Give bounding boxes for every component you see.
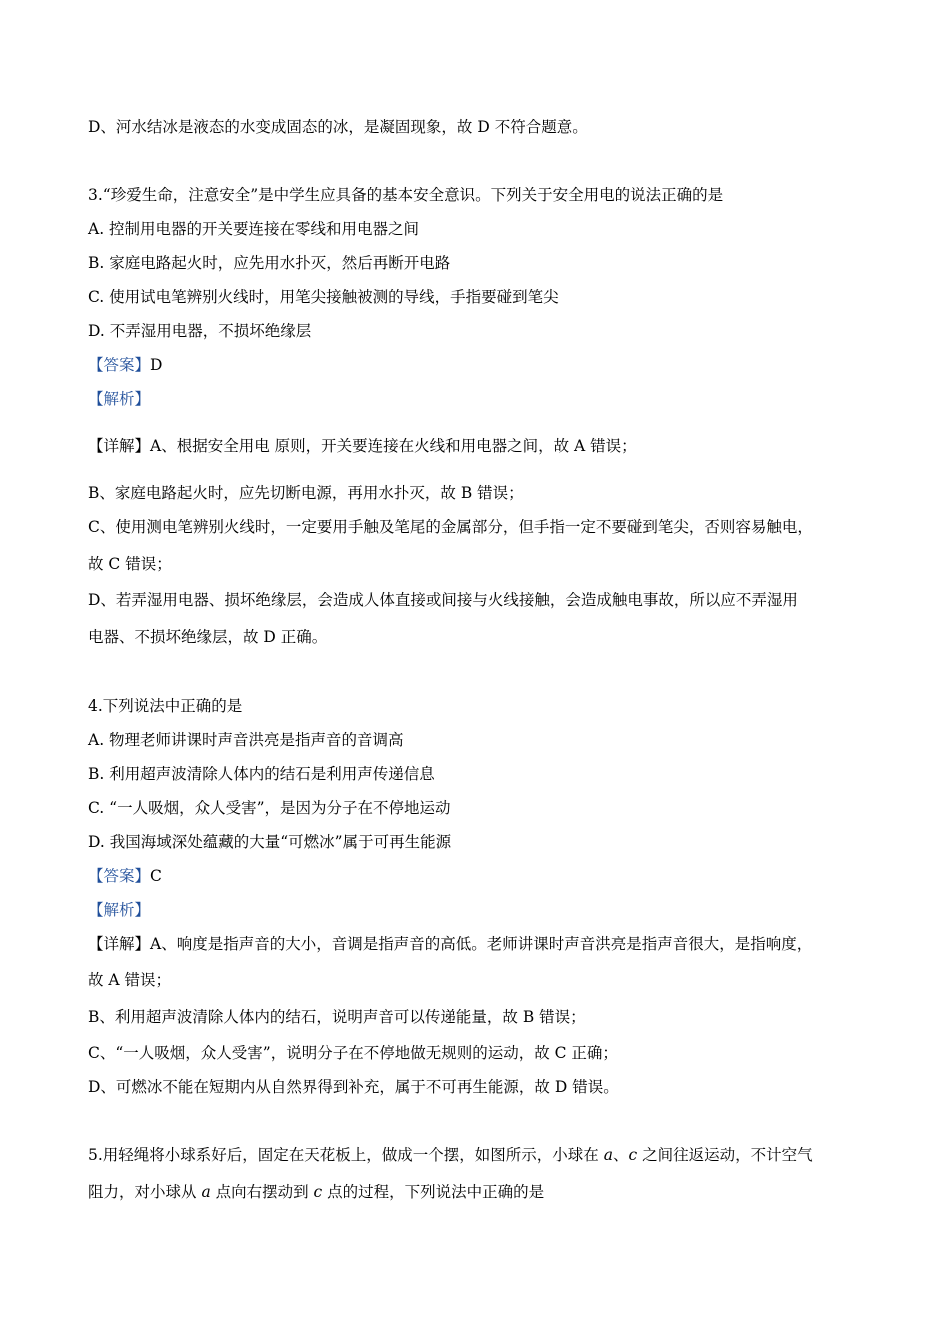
q3-analysis-tag: 【解析】 (88, 390, 151, 408)
q4-option-d: D. 我国海域深处蕴藏的大量“可燃冰”属于可再生能源 (88, 833, 452, 851)
q3-option-a: A. 控制用电器的开关要连接在零线和用电器之间 (88, 220, 420, 238)
answer-tag: 【答案】 (88, 867, 151, 885)
q4-detail-line: 故 A 错误； (88, 971, 172, 989)
q3-detail-line: 故 C 错误； (88, 555, 172, 573)
answer-tag: 【答案】 (88, 356, 151, 374)
q4-detail-line: C、“一人吸烟，众人受害”，说明分子在不停地做无规则的运动，故 C 正确； (88, 1044, 618, 1062)
answer-value: C (150, 867, 162, 885)
variable-c: c (628, 1146, 638, 1164)
q3-detail-line: D、若弄湿用电器、损坏绝缘层，会造成人体直接或间接与火线接触，会造成触电事故，所以应不弄湿用 (88, 591, 798, 609)
q5-text: 、 (612, 1146, 629, 1164)
q3-detail-line: C、使用测电笔辨别火线时，一定要用手触及笔尾的金属部分，但手指一定不要碰到笔尖，否则容易触电， (88, 518, 813, 536)
q4-option-c: C. “一人吸烟，众人受害”，是因为分子在不停地运动 (88, 799, 451, 817)
q2-option-d-explanation: D、河水结冰是液态的水变成固态的冰，是凝固现象，故 D 不符合题意。 (88, 118, 588, 136)
q3-option-c: C. 使用试电笔辨别火线时，用笔尖接触被测的导线，手指要碰到笔尖 (88, 288, 559, 306)
q5-text: 点向右摆动到 (210, 1183, 314, 1201)
q4-option-a: A. 物理老师讲课时声音洪亮是指声音的音调高 (88, 731, 404, 749)
q3-answer (88, 355, 162, 375)
q4-detail-line: B、利用超声波清除人体内的结石，说明声音可以传递能量，故 B 错误； (88, 1008, 586, 1026)
answer-value: D (150, 356, 163, 374)
variable-a: a (201, 1183, 211, 1201)
variable-c: c (313, 1183, 323, 1201)
q3-option-b: B. 家庭电路起火时，应先用水扑灭，然后再断开电路 (88, 254, 451, 272)
q5-stem-line-2 (88, 1182, 544, 1202)
q4-option-b: B. 利用超声波清除人体内的结石是利用声传递信息 (88, 765, 435, 783)
q4-detail-line: 【详解】A、响度是指声音的大小，音调是指声音的高低。老师讲课时声音洪亮是指声音很大，是指响度， (88, 935, 813, 953)
q3-detail-line: B、家庭电路起火时，应先切断电源，再用水扑灭，故 B 错误； (88, 484, 524, 502)
q5-text: 5.用轻绳将小球系好后，固定在天花板上，做成一个摆，如图所示，小球在 (88, 1146, 604, 1164)
q4-analysis-tag: 【解析】 (88, 901, 151, 919)
q3-detail-line: 【详解】A、根据安全用电 原则，开关要连接在火线和用电器之间，故 A 错误； (88, 437, 637, 455)
q4-answer (88, 866, 162, 886)
q5-text: 阻力，对小球从 (88, 1183, 202, 1201)
variable-a: a (603, 1146, 613, 1164)
q3-detail-line: 电器、不损坏绝缘层，故 D 正确。 (88, 628, 328, 646)
q4-stem: 4.下列说法中正确的是 (88, 697, 243, 715)
q3-stem: 3.“珍爱生命，注意安全”是中学生应具备的基本安全意识。下列关于安全用电的说法正确的是 (88, 186, 724, 204)
q4-detail-line: D、可燃冰不能在短期内从自然界得到补充，属于不可再生能源，故 D 错误。 (88, 1078, 619, 1096)
q3-option-d: D. 不弄湿用电器，不损坏绝缘层 (88, 322, 312, 340)
q5-text: 之间往返运动，不计空气 (637, 1146, 813, 1164)
q5-stem-line-1 (88, 1145, 813, 1165)
q5-text: 点的过程，下列说法中正确的是 (322, 1183, 545, 1201)
